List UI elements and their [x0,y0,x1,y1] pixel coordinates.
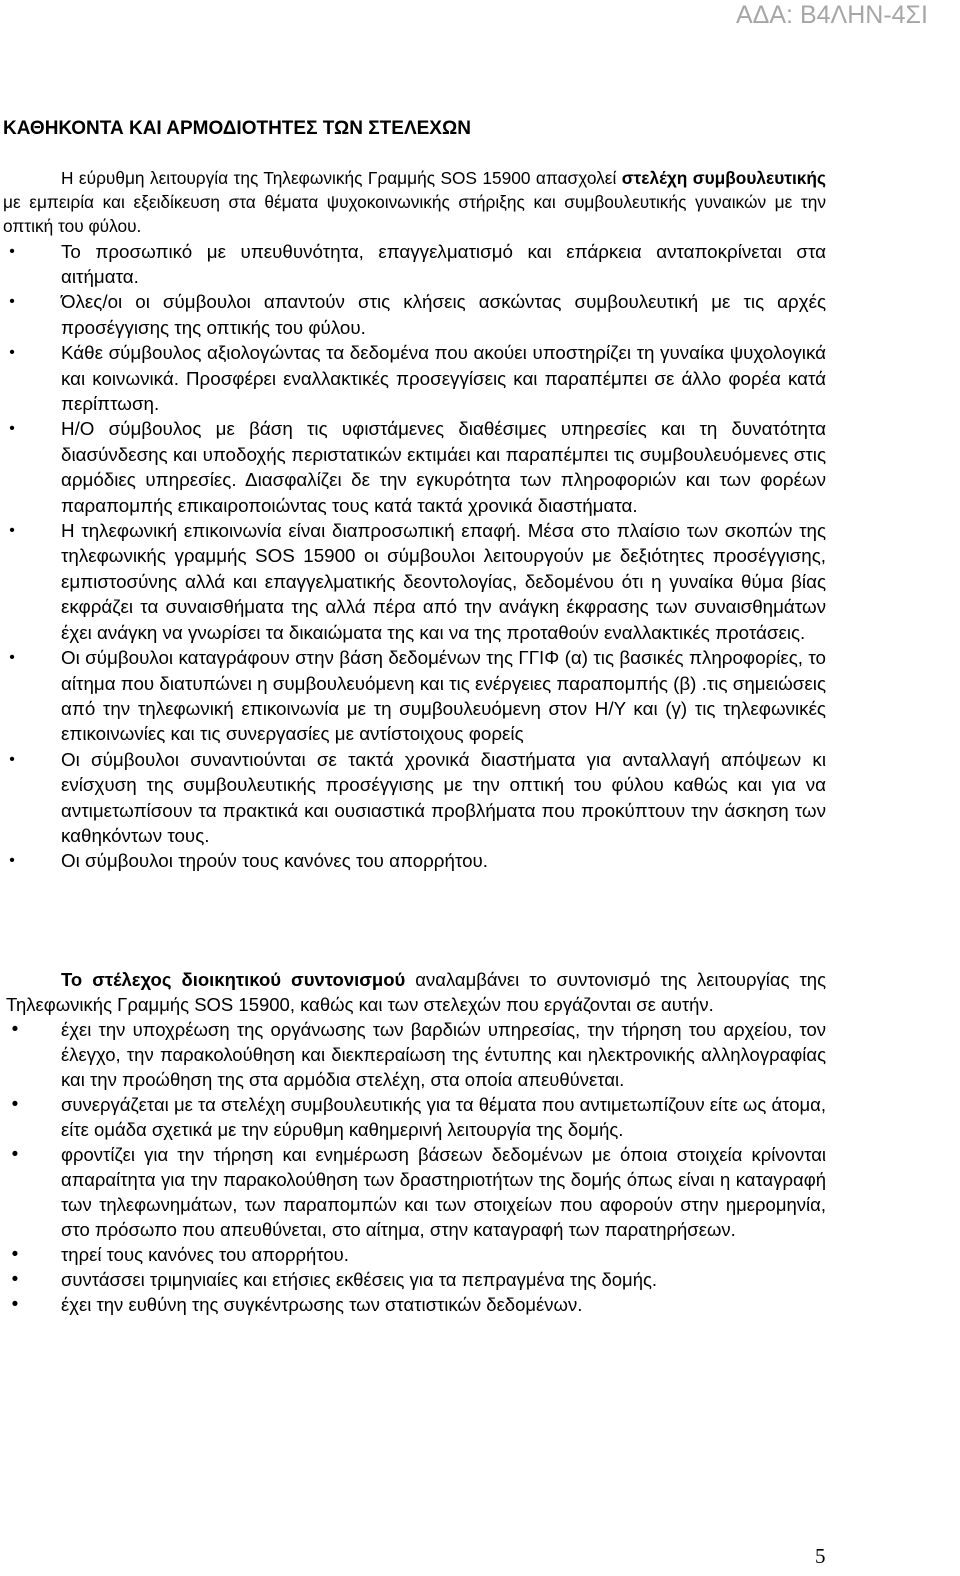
list-item-text: Οι σύμβουλοι συναντιούνται σε τακτά χρονικά διαστήματα για ανταλλαγή απόψεων κι ενίσχυση της συμβουλευτικής προσέγγισης με την οπτική του φύλου καθώς και για να αντιμετωπίσουν τα πρακτικά και ουσιαστικά προβλήματα που προκύπτουν την άσκηση των καθηκόντων τους. [61,748,826,846]
intro-bold-term: στελέχη συμβουλευτικής [621,168,826,188]
list-item-text: έχει την ευθύνη της συγκέντρωσης των στατιστικών δεδομένων. [61,1294,583,1315]
bullet-marker: • [9,852,15,870]
bullet-marker: • [9,293,15,311]
bullet-marker: • [9,420,15,438]
coordinator-bold-term: Το στέλεχος διοικητικού συντονισμού [61,969,406,990]
list-item-text: φροντίζει για την τήρηση και ενημέρωση βάσεων δεδομένων με όποια στοιχεία κρίνονται απαραίτητα για την παρακολούθηση των δραστηριοτήτων της δομής όπως είναι η καταγραφή των τηλεφωνημάτων, των παραπομπών και των στοιχείων που αφορούν στην ημερομηνία, στο πρόσωπο που απευθύνεται, στο αίτημα, στην καταγραφή των παρατηρήσεων. [61,1144,826,1240]
coordinator-section [0,967,960,1317]
list-item-text: συντάσσει τριμηνιαίες και ετήσιες εκθέσεις για τα πεπραγμένα της δομής. [61,1269,658,1290]
list-item-text: Το προσωπικό με υπευθυνότητα, επαγγελματισμό και επάρκεια ανταποκρίνεται στα αιτήματα. [61,240,826,288]
list-item [0,416,826,518]
list-item-text: Οι σύμβουλοι καταγράφουν στην βάση δεδομένων της ΓΓΙΦ (α) τις βασικές πληροφορίες, το αίτημα που διατυπώνει η συμβουλευόμενη και τις ενέργειες παραπομπής (β) .τις σημειώσεις από την τηλεφωνική επικοινωνία με τη συμβουλευόμενη στον Η/Υ και (γ) τις τηλεφωνικές επικοινωνίες και τις συνεργασίες με αντίστοιχους φορείς [61,647,826,745]
list-item [0,747,826,849]
list-item [0,1092,826,1142]
list-item-text: Κάθε σύμβουλος αξιολογώντας τα δεδομένα που ακούει υποστηρίζει τη γυναίκα ψυχολογικά και κοινωνικά. Προσφέρει εναλλακτικές προσεγγίσεις και παραπέμπει σε άλλο φορέα κατά περίπτωση. [61,342,826,415]
bullet-marker: • [9,750,15,768]
counselors-intro [0,166,826,239]
list-item-text: έχει την υποχρέωση της οργάνωσης των βαρδιών υπηρεσίας, την τήρηση του αρχείου, τον έλεγχο, την παρακολούθηση και διεκπεραίωση της έντυπης και ηλεκτρονικής αλληλογραφίας και την προώθηση της στα αρμόδια στελέχη, στα οποία απευθύνεται. [61,1019,826,1090]
intro-text-end: με εμπειρία και εξειδίκευση στα θέματα ψυχοκοινωνικής στήριξης και συμβουλευτικής γυναικών με την οπτική του φύλου. [3,192,826,237]
coordinator-intro-text: αναλαμβάνει το συντονισμό της λειτουργίας της Τηλεφωνικής Γραμμής SOS 15900, καθώς και των στελεχών που εργάζονται σε αυτήν. [6,969,827,1015]
list-item [0,1242,826,1267]
counselors-duties-list [0,239,960,874]
list-item [0,1292,826,1317]
bullet-marker: • [11,1244,19,1265]
list-item-text: τηρεί τους κανόνες του απορρήτου. [61,1244,349,1265]
list-item [0,1017,826,1092]
bullet-marker: • [11,1269,19,1290]
coordinator-duties-list [0,1017,960,1317]
list-item [0,848,826,873]
list-item-text: Οι σύμβουλοι τηρούν τους κανόνες του απορρήτου. [61,850,489,872]
section-heading: ΚΑΘΗΚΟΝΤΑ ΚΑΙ ΑΡΜΟΔΙΟΤΗΤΕΣ ΤΩΝ ΣΤΕΛΕΧΩΝ [3,118,471,139]
bullet-marker: • [11,1019,19,1040]
coordinator-intro [0,967,826,1017]
bullet-marker: • [11,1144,19,1165]
list-item [0,239,826,290]
list-item [0,340,826,416]
list-item [0,1267,826,1292]
list-item-text: Η τηλεφωνική επικοινωνία είναι διαπροσωπική επαφή. Μέσα στο πλαίσιο των σκοπών της τηλεφωνικής γραμμής SOS 15900 οι σύμβουλοι λειτουργούν με δεξιότητες προσέγγισης, εμπιστοσύνης αλλά και επαγγελματικής δεοντολογίας, δεδομένου ότι η γυναίκα θύμα βίας εκφράζει τα συναισθήματα της αλλά πέρα από την ανάγκη έκφρασης των συναισθημάτων έχει ανάγκη να γνωρίσει τα δικαιώματα της και να της προταθούν εναλλακτικές προτάσεις. [61,520,826,643]
page-number: 5 [815,1544,826,1568]
ada-header: ΑΔΑ: Β4ΛΗΝ-4ΣΙ [736,1,928,29]
list-item [0,518,826,645]
counselors-section [0,166,960,874]
list-item [0,645,826,747]
bullet-marker: • [9,344,15,362]
bullet-marker: • [9,242,15,260]
list-item-text: Η/Ο σύμβουλος με βάση τις υφιστάμενες διαθέσιμες υπηρεσίες και τη δυνατότητα διασύνδεσης και υποδοχής περιστατικών εκτιμάει και παραπέμπει τις συμβουλευόμενες στις αρμόδιες υπηρεσίες. Διασφαλίζει δε την εγκυρότητα των πληροφοριών και των φορέων παραπομπής επικαιροποιώντας τους κατά τακτά χρονικά διαστήματα. [61,418,826,516]
bullet-marker: • [11,1294,19,1315]
bullet-marker: • [11,1094,19,1115]
bullet-marker: • [9,649,15,667]
intro-text-start: Η εύρυθμη λειτουργία της Τηλεφωνικής Γραμμής SOS 15900 απασχολεί [61,168,622,188]
list-item [0,1142,826,1242]
list-item-text: Όλες/οι οι σύμβουλοι απαντούν στις κλήσεις ασκώντας συμβουλευτική με τις αρχές προσέγγισης της οπτικής του φύλου. [61,291,826,338]
list-item [0,289,826,340]
bullet-marker: • [9,522,15,540]
list-item-text: συνεργάζεται με τα στελέχη συμβουλευτικής για τα θέματα που αντιμετωπίζουν είτε ως άτομα, είτε ομάδα σχετικά με την εύρυθμη καθημερινή λειτουργία της δομής. [61,1094,826,1140]
